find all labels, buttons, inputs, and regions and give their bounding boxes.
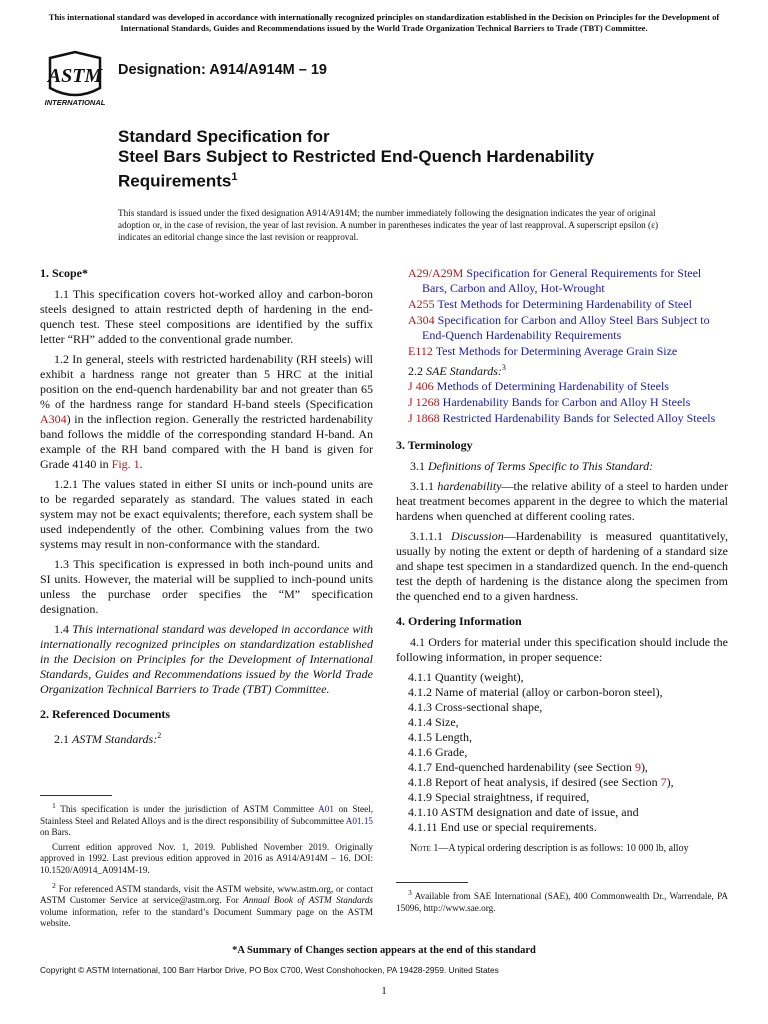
ref-j1868 — [396, 411, 728, 426]
logo-international: INTERNATIONAL — [44, 98, 106, 107]
link-a304[interactable]: A304 — [40, 412, 67, 426]
ref-title-j406[interactable]: Methods of Determining Hardenability of Steels — [436, 379, 669, 393]
title-line-1: Standard Specification for — [118, 127, 330, 146]
ref-title-j1268[interactable]: Hardenability Bands for Carbon and Alloy H Steels — [442, 395, 691, 409]
ref-a304 — [396, 313, 728, 343]
footnote-rule-right — [396, 882, 468, 883]
para-1-2-1: 1.2.1 The values stated in either SI units or inch-pound units are to be regarded separately as standard. The values stated in each system may not be exact equivalents; therefore, each system shall be used independently of the other. Combining values from the two systems may result in non-conformance with the standard. — [40, 477, 373, 551]
link-a01[interactable]: A01 — [318, 804, 334, 815]
ref-title-a255[interactable]: Test Methods for Determining Hardenability of Steel — [437, 297, 692, 311]
ref-code-j1268[interactable]: J 1268 — [408, 395, 440, 409]
order-item-11: 4.1.11 End use or special requirements. — [408, 820, 597, 834]
order-item-5: 4.1.5 Length, — [408, 730, 472, 744]
ref-code-e112[interactable]: E112 — [408, 344, 433, 358]
copyright: Copyright © ASTM International, 100 Barr Harbor Drive, PO Box C700, West Conshohocken, PA 19428-2959. United States — [40, 965, 499, 975]
link-fig-1[interactable]: Fig. 1 — [111, 457, 140, 471]
title-line-2: Steel Bars Subject to Restricted End-Quench Hardenability — [118, 147, 595, 166]
document-title — [118, 127, 594, 192]
footnote-1-edition: Current edition approved Nov. 1, 2019. Published November 2019. Originally approved in 1992. Last previous edition approved in 2016 as A914/A914M – 16. DOI: 10.1520/A0914_A0914M-19. — [40, 841, 373, 876]
para-3-1-1: 3.1.1 hardenability—the relative ability of a steel to harden under heat treatment becomes apparent in the degree to which the material hardens when quenched at different cooling rates. — [396, 479, 729, 523]
para-3-1: 3.1 Definitions of Terms Specific to This Standard: — [410, 459, 654, 473]
order-item-1: 4.1.1 Quantity (weight), — [408, 670, 524, 684]
ref-title-e112[interactable]: Test Methods for Determining Average Grain Size — [435, 344, 678, 358]
title-footnote-mark: 1 — [231, 171, 238, 183]
title-line-3: Requirements — [118, 171, 232, 191]
para-3-1-1-1: 3.1.1.1 Discussion—Hardenability is measured quantitatively, usually by noting the extent or depth of hardening of a standard size and shape test specimen in a standardized quench. In the end-quench test the depth of hardening is the distance along the specimen from the quenched end to a given hardness. — [396, 529, 728, 603]
section-referenced-heading: 2. Referenced Documents — [40, 707, 171, 721]
ref-code-a29[interactable]: A29/A29M — [408, 266, 464, 280]
left-column — [40, 266, 373, 752]
ref-title-j1868[interactable]: Restricted Hardenability Bands for Selected Alloy Steels — [442, 411, 716, 425]
link-section-9[interactable]: 9 — [634, 760, 641, 774]
link-section-7[interactable]: 7 — [660, 775, 667, 789]
right-footnotes — [396, 882, 728, 914]
footnote-2: $^2$ For referenced ASTM standards, visit the ASTM website, www.astm.org, or contact ASTM Customer Service at service@astm.org. For Annual Book of ASTM Standards volume information, refer to the standard’s Document Summary page on the ASTM website. — [40, 880, 373, 929]
right-column — [396, 266, 728, 861]
summary-of-changes-note: *A Summary of Changes section appears at the end of this standard — [232, 945, 536, 956]
para-4-1: 4.1 Orders for material under this specification should include the following information, in proper sequence: — [396, 635, 728, 664]
order-item-4: 4.1.4 Size, — [408, 715, 459, 729]
ref-code-j1868[interactable]: J 1868 — [408, 411, 440, 425]
section-terminology-heading: 3. Terminology — [396, 438, 473, 452]
order-item-7: 4.1.7 End-quenched hardenability (see Section 9), — [408, 760, 648, 774]
ref-title-a304[interactable]: Specification for Carbon and Alloy Steel Bars Subject to End-Quench Hardenability Requirements — [422, 313, 710, 342]
note-1: Note 1—A typical ordering description is as follows: 10 000 lb, alloy — [410, 843, 689, 854]
section-ordering-heading: 4. Ordering Information — [396, 614, 522, 628]
order-item-9: 4.1.9 Special straightness, if required, — [408, 790, 590, 804]
order-item-3: 4.1.3 Cross-sectional shape, — [408, 700, 543, 714]
ref-j1268 — [396, 395, 728, 410]
ref-title-a29[interactable]: Specification for General Requirements for Steel Bars, Carbon and Alloy, Hot-Wrought — [422, 266, 702, 295]
para-1-2: 1.2 In general, steels with restricted hardenability (RH steels) will exhibit a hardness range not greater than 5 HRC at the initial position on the end-quench hardenability bar and not greater than 65 % of the hardness range for standard H-band steels (Specification A304) in the inflection region. Generally the restricted hardenability band follows the middle of the corresponding standard H-band. An example of the RH band compared with the H band is given for Grade 4140 in Fig. 1. — [40, 352, 373, 471]
order-item-6: 4.1.6 Grade, — [408, 745, 468, 759]
para-1-1: 1.1 This specification covers hot-worked alloy and carbon-boron steels designed to attain restricted depth of hardening in the end-quench test. These steel compositions are identified by the suffix letter “RH” added to the conventional grade number. — [40, 287, 373, 346]
order-item-2: 4.1.2 Name of material (alloy or carbon-boron steel), — [408, 685, 663, 699]
logo-letters: ASTM — [47, 65, 103, 87]
footnote-3: $^3$ Available from SAE International (SAE), 400 Commonwealth Dr., Warrendale, PA 15096, http://www.sae.org. — [396, 888, 728, 913]
ref-code-a304[interactable]: A304 — [408, 313, 435, 327]
designation: Designation: A914/A914M – 19 — [118, 62, 327, 78]
astm-logo — [40, 50, 110, 108]
para-2-2: 2.2 SAE Standards:$^3$ — [408, 363, 506, 378]
section-scope-heading: 1. Scope* — [40, 266, 88, 280]
ref-code-a255[interactable]: A255 — [408, 297, 435, 311]
left-footnotes — [40, 795, 373, 933]
ref-a29 — [396, 266, 728, 296]
footnote-1: $^1$ This specification is under the jurisdiction of ASTM Committee A01 on Steel, Stainless Steel and Related Alloys and is the direct responsibility of Subcommittee A01.15 on Bars. — [40, 801, 374, 838]
footnote-rule — [40, 795, 112, 796]
ref-j406 — [396, 379, 728, 394]
international-standard-notice: This international standard was developed in accordance with internationally recognized principles on standardization established in the Decision on Principles for the Development of International Standards, Guides and Recommendations issued by the World Trade Organization Technical Barriers to Trade (TBT) Committee. — [48, 12, 720, 33]
ref-e112 — [396, 344, 728, 359]
link-a01-15[interactable]: A01.15 — [345, 815, 374, 826]
para-1-3: 1.3 This specification is expressed in both inch-pound units and SI units. However, the material will be supplied to inch-pound units unless the purchase order specifies the “M” specification designation. — [40, 557, 373, 616]
ref-code-j406[interactable]: J 406 — [408, 379, 434, 393]
issued-statement: This standard is issued under the fixed designation A914/A914M; the number immediately following the designation indicates the year of original adoption or, in the case of revision, the year of last revision. A number in parentheses indicates the year of last reapproval. A superscript epsilon (ε) indicates an editorial change since the last revision or reapproval. — [118, 208, 659, 242]
order-item-8: 4.1.8 Report of heat analysis, if desired (see Section 7), — [408, 775, 674, 789]
para-1-4: 1.4 This international standard was developed in accordance with internationally recognized principles on standardization established in the Decision on Principles for the Development of International Standards, Guides and Recommendations issued by the World Trade Organization Technical Barriers to Trade (TBT) Committee. — [40, 622, 374, 696]
ref-a255 — [396, 297, 728, 312]
para-2-1: 2.1 ASTM Standards:$^2$ — [54, 731, 162, 746]
order-item-10: 4.1.10 ASTM designation and date of issue, and — [408, 805, 639, 819]
page-number: 1 — [381, 985, 387, 997]
